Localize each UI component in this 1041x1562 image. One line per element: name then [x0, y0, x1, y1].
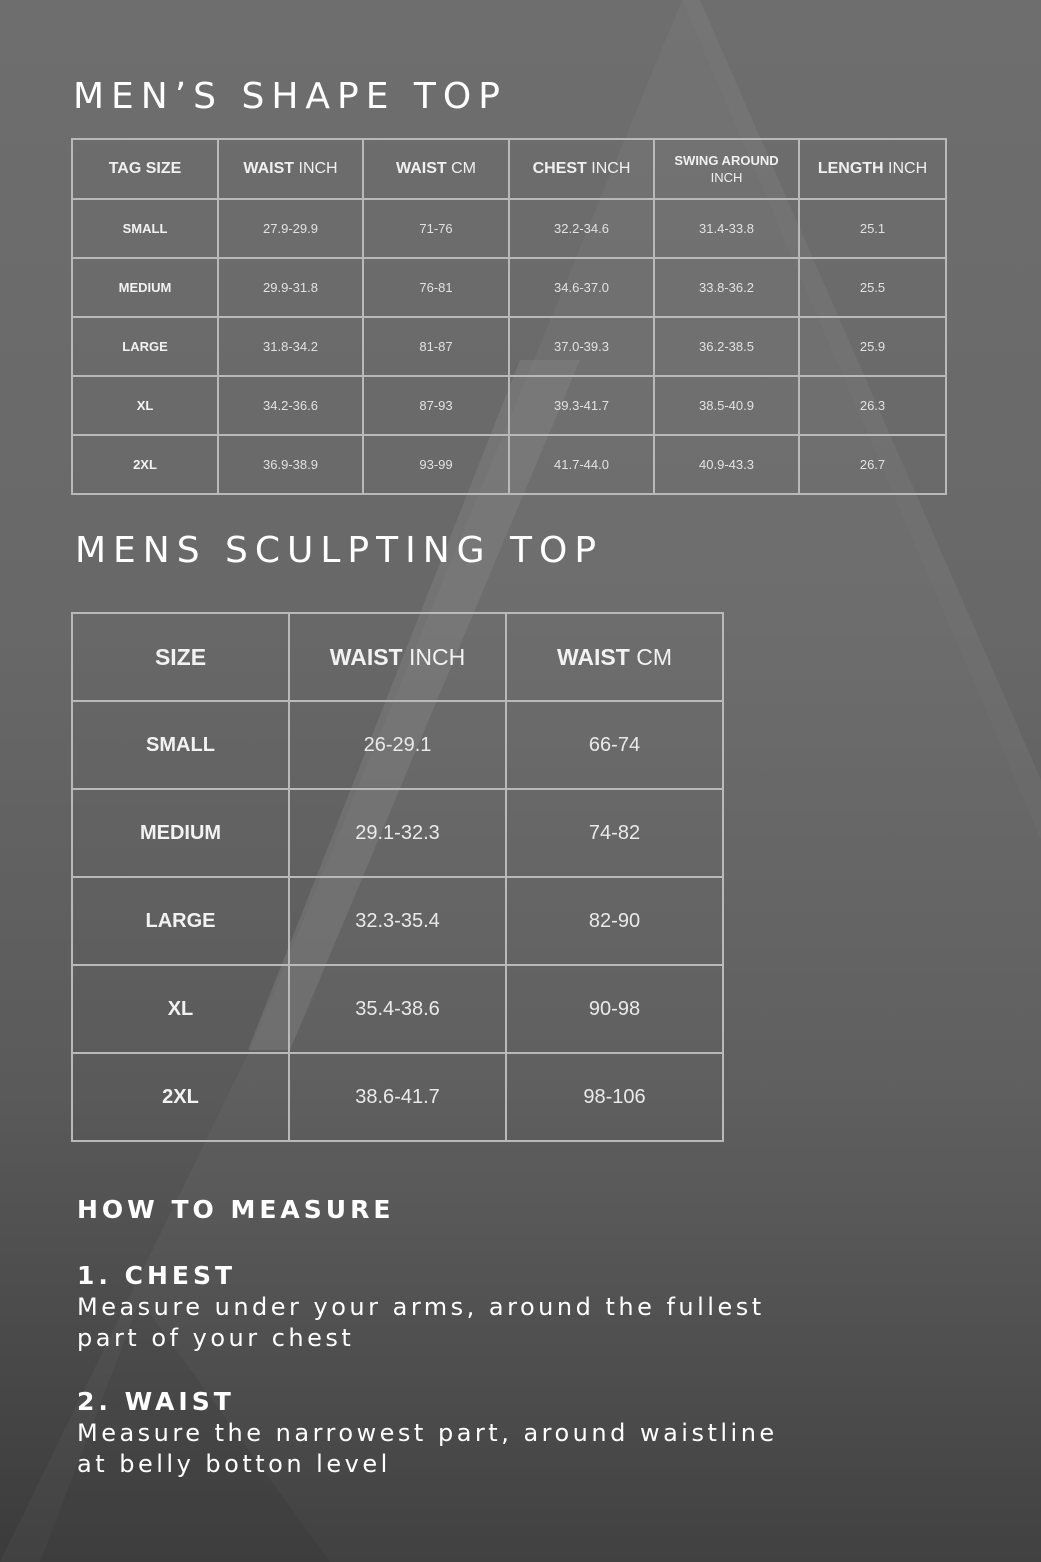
- table-cell: 33.8-36.2: [654, 258, 799, 317]
- col-header-size: SIZE: [72, 613, 289, 701]
- table-cell: 27.9-29.9: [218, 199, 363, 258]
- table-cell: 41.7-44.0: [509, 435, 654, 494]
- table-row: [72, 376, 946, 435]
- sculpting-top-title: MENS SCULPTING TOP: [75, 530, 604, 571]
- table-cell: 25.9: [799, 317, 946, 376]
- table-cell: 66-74: [506, 701, 723, 789]
- table-cell: 29.1-32.3: [289, 789, 506, 877]
- table-cell: 35.4-38.6: [289, 965, 506, 1053]
- table-cell: 74-82: [506, 789, 723, 877]
- table-row: [72, 258, 946, 317]
- table-cell: 31.8-34.2: [218, 317, 363, 376]
- table-cell: 36.9-38.9: [218, 435, 363, 494]
- shape-top-size-table: [71, 138, 947, 495]
- table-cell: 32.3-35.4: [289, 877, 506, 965]
- col-header-waist-inch: WAIST INCH: [289, 613, 506, 701]
- shape-top-title: MEN’S SHAPE TOP: [73, 76, 507, 117]
- table-cell: 98-106: [506, 1053, 723, 1141]
- table-cell: 34.6-37.0: [509, 258, 654, 317]
- table-cell: 40.9-43.3: [654, 435, 799, 494]
- table-cell: 31.4-33.8: [654, 199, 799, 258]
- table-cell: 90-98: [506, 965, 723, 1053]
- table-cell: 36.2-38.5: [654, 317, 799, 376]
- col-header-length-inch: LENGTH INCH: [799, 139, 946, 199]
- table-header-row: [72, 139, 946, 199]
- table-cell: 32.2-34.6: [509, 199, 654, 258]
- table-cell: 93-99: [363, 435, 509, 494]
- col-header-waist-inch: WAIST INCH: [218, 139, 363, 199]
- table-cell: 25.1: [799, 199, 946, 258]
- measure-step-waist: [77, 1386, 877, 1480]
- size-label: LARGE: [72, 877, 289, 965]
- table-row: [72, 701, 723, 789]
- col-header-chest-inch: CHEST INCH: [509, 139, 654, 199]
- table-cell: 37.0-39.3: [509, 317, 654, 376]
- table-row: [72, 435, 946, 494]
- size-label: XL: [72, 965, 289, 1053]
- how-to-measure-section: [77, 1192, 877, 1480]
- table-cell: 71-76: [363, 199, 509, 258]
- size-label: XL: [72, 376, 218, 435]
- table-cell: 26.3: [799, 376, 946, 435]
- measure-step-chest: [77, 1260, 877, 1354]
- table-cell: 34.2-36.6: [218, 376, 363, 435]
- table-cell: 25.5: [799, 258, 946, 317]
- size-label: MEDIUM: [72, 258, 218, 317]
- col-header-waist-cm: WAIST CM: [363, 139, 509, 199]
- sculpting-top-size-table: [71, 612, 724, 1142]
- step-text: Measure under your arms, around the fullest part of your chest: [77, 1293, 765, 1352]
- table-cell: 39.3-41.7: [509, 376, 654, 435]
- table-row: [72, 317, 946, 376]
- table-cell: 38.5-40.9: [654, 376, 799, 435]
- table-cell: 26-29.1: [289, 701, 506, 789]
- table-row: [72, 199, 946, 258]
- table-header-row: [72, 613, 723, 701]
- table-cell: 76-81: [363, 258, 509, 317]
- size-label: LARGE: [72, 317, 218, 376]
- col-header-tag-size: TAG SIZE: [72, 139, 218, 199]
- col-header-waist-cm: WAIST CM: [506, 613, 723, 701]
- table-row: [72, 965, 723, 1053]
- size-label: SMALL: [72, 199, 218, 258]
- table-cell: 81-87: [363, 317, 509, 376]
- table-cell: 38.6-41.7: [289, 1053, 506, 1141]
- size-label: 2XL: [72, 1053, 289, 1141]
- size-label: MEDIUM: [72, 789, 289, 877]
- col-header-swing-around-inch: SWING AROUND INCH: [654, 139, 799, 199]
- table-cell: 87-93: [363, 376, 509, 435]
- table-cell: 82-90: [506, 877, 723, 965]
- table-row: [72, 877, 723, 965]
- table-row: [72, 789, 723, 877]
- table-row: [72, 1053, 723, 1141]
- step-title: 2. WAIST: [77, 1387, 235, 1416]
- how-to-measure-heading: HOW TO MEASURE: [77, 1195, 395, 1224]
- table-cell: 26.7: [799, 435, 946, 494]
- table-cell: 29.9-31.8: [218, 258, 363, 317]
- step-title: 1. CHEST: [77, 1261, 237, 1290]
- size-label: SMALL: [72, 701, 289, 789]
- size-label: 2XL: [72, 435, 218, 494]
- step-text: Measure the narrowest part, around waistline at belly botton level: [77, 1419, 778, 1478]
